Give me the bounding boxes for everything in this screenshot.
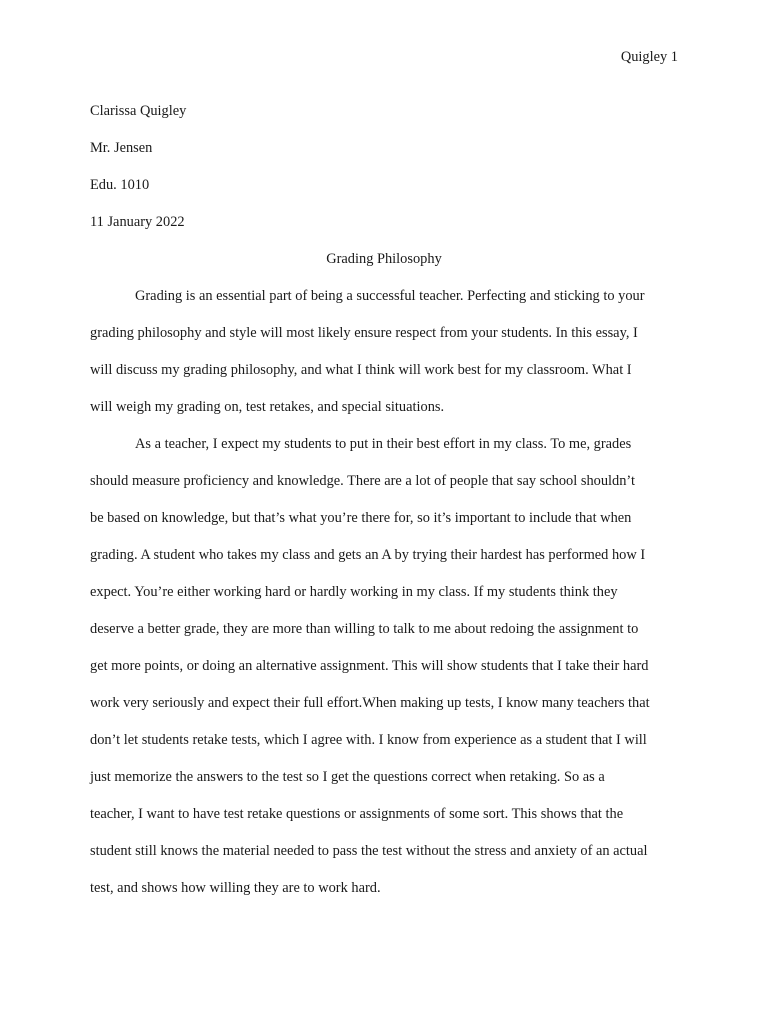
paragraph-line: will weigh my grading on, test retakes, and special situations.: [90, 399, 445, 415]
paragraph-line: student still knows the material needed to pass the test without the stress and anxiety of an actual: [90, 843, 648, 859]
paragraph-line: work very seriously and expect their full effort.When making up tests, I know many teachers that: [90, 695, 650, 711]
essay-date: 11 January 2022: [90, 214, 185, 230]
paragraph-line: get more points, or doing an alternative assignment. This will show students that I take their hard: [90, 658, 649, 674]
paragraph-line: just memorize the answers to the test so I get the questions correct when retaking. So as a: [90, 769, 605, 785]
paragraph-line: should measure proficiency and knowledge. There are a lot of people that say school shouldn’t: [90, 473, 635, 489]
paragraph-line: be based on knowledge, but that’s what you’re there for, so it’s important to include that when: [90, 510, 632, 526]
essay-body: [90, 93, 678, 907]
instructor-name: Mr. Jensen: [90, 140, 153, 156]
course-name: Edu. 1010: [90, 177, 150, 193]
paragraph-line: will discuss my grading philosophy, and what I think will work best for my classroom. What I: [90, 362, 632, 378]
paragraph-line: don’t let students retake tests, which I agree with. I know from experience as a student that I will: [90, 732, 647, 748]
paragraph-line: grading philosophy and style will most likely ensure respect from your students. In this essay, I: [90, 325, 638, 341]
paragraph-line: deserve a better grade, they are more than willing to talk to me about redoing the assignment to: [90, 621, 639, 637]
paragraph-line: grading. A student who takes my class and gets an A by trying their hardest has performed how I: [90, 547, 646, 563]
running-head: Quigley 1: [620, 49, 678, 65]
essay-title: Grading Philosophy: [326, 251, 442, 267]
paragraph-line: test, and shows how willing they are to work hard.: [90, 880, 381, 896]
paragraph-line: As a teacher, I expect my students to put in their best effort in my class. To me, grades: [135, 436, 632, 452]
paragraph-line: teacher, I want to have test retake questions or assignments of some sort. This shows that the: [90, 806, 624, 822]
paragraph-line: expect. You’re either working hard or hardly working in my class. If my students think they: [90, 584, 618, 600]
paragraph-1: [90, 278, 678, 426]
paragraph-2: [90, 426, 678, 907]
student-name: Clarissa Quigley: [90, 103, 187, 119]
paragraph-line: Grading is an essential part of being a successful teacher. Perfecting and sticking to your: [135, 288, 645, 304]
